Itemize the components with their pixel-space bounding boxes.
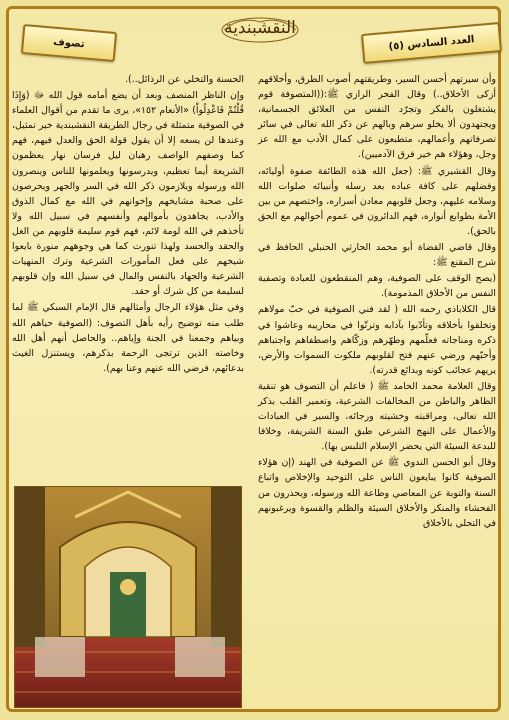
paragraph: وفي مثل هؤلاء الرجال وأمثالهم قال الإمام السبكي ﷺ لما طلب منه توضيح رأيه بأهل التصوف: (الصوفية حياهم الله وبياهم وجمعنا في الجنة وإياهم.. والحاصل أنهم أهل الله وخاصته الذين ترتجى الرحمة بذكرهم، ويستنزل الغيث بدعائهم، فرضي الله عنهم وعنا بهم).	[12, 302, 244, 374]
issue-label: العدد السادس (٥)	[388, 33, 475, 53]
paragraph: وقال القشيري ﷺ: (جعل الله هذه الطائفة صفوة أوليائه، وفضلهم على كافة عباده بعد رسله وأنبيائه صلوات الله وسلامه عليهم، وجعل قلوبهم معادن أسراره، واختصهم من بين الأمة بطوابع أنواره، فهم الدائرون في عموم أحوالهم مع الحق بالحق).	[258, 165, 496, 237]
mosque-interior-photo	[14, 486, 242, 708]
paragraph: الحسنة والتخلي عن الرذائل..).	[125, 74, 244, 85]
page-header	[10, 8, 499, 68]
calligraphy-title-logo	[220, 12, 300, 44]
paragraph: وإن الناظر المنصف وبعد أن يضع أمامه قول الله ﷻ (وَإِذَا قُلْتُمْ فَاعْدِلُواْ) «الأنعام ١٥٢»، يرى ما تقدم من أقوال العلماء في الصوفية متمثلة في رجال الطريقة النقشبندية خير تمثيل، وعندها لن يسعه إلا أن يقول قولة الحق والعدل فيهم، فهم كما وصفهم الواصف رهبان ليل فرسان نهار يعظمون الشريعة أيما تعظيم، ويدرسونها ويعلمونها للناس وينصرون الله ورسوله ويلازمون ذكر الله في السر والجهر ويحرصون على صحبة مشايخهم وإخوانهم في الله مع كمال الذوق والأدب، يجاهدون بأموالهم وأنفسهم في سبيل الله ولا تأخذهم في الله لومة لائم، فهم قوم سليمة قلوبهم من الغل والحقد والحسد ولهذا تنورت كما هي وجوههم منورة بايعوا شيخهم على فعل المأمورات الشرعية وترك المنهيات الشرعية والجهاد بالنفس والمال في سبيل الله وإن قلوبهم لسليمة من كل شرك أو حقد.	[12, 90, 244, 298]
mosque-interior-illustration	[15, 487, 241, 707]
right-text-column	[258, 72, 496, 532]
paragraph: وقال قاضي القضاة أبو محمد الحارثي الحنبلي الحافظ في شرح المقنع ﷺ:	[258, 242, 496, 269]
paragraph: وقال أبو الحسن الندوي ﷺ عن الصوفية في الهند (إن هؤلاء الصوفية كانوا يبايعون الناس على التوحيد والإخلاص واتباع السنة والتوبة عن المعاصي وطاعة الله ورسوله، ويحذرون من الفحشاء والمنكر والأخلاق السيئة والظلم والقسوة ويرغبونهم في التحلي بالأخلاق	[258, 457, 496, 529]
section-label: تصوف	[52, 36, 86, 50]
page-title: النقشبندية	[224, 18, 296, 38]
paragraph: وأن سيرتهم أحسن السير، وطريقتهم أصوب الطرق، وأخلاقهم أزكى الأخلاق..) وقال الفخر الرازي ﷺ:((المتصوفة قوم يشتغلون بالفكر وتجرّد النفس من العلائق الجسمانية، ويجتهدون ألا يخلو سرهم وبالهم عن ذكر الله تعالى في سائر تصرفاتهم وأعمالهم، متطبعون على كمال الأدب مع الله عز وجل، وهؤلاء هم خير فرق الآدميين).	[258, 74, 496, 161]
paragraph: وقال العلامة محمد الحامد ﷺ ( فاعلم أن التصوف هو تنقية الظاهر والباطن من المخالفات الشرعية، وتعمير القلب بذكر الله تعالى، ومراقبته وخشيته ورجائه، والسير في العبادات والأعمال على النهج الشرعي طبق السنة الشريفة، وخلافا للبدعة السيئة التي يحضر الإسلام التلبس بها).	[258, 380, 496, 453]
left-text-column	[12, 72, 244, 377]
paragraph: (يصح الوقف على الصوفية، وهم المنقطعون للعبادة وتصفية النفس من الأخلاق المذمومة).	[258, 273, 496, 300]
issue-banner	[361, 22, 502, 64]
paragraph: قال الكلاباذي رحمه الله ( لقد فني الصوفية في حبّ مولاهم وتخلقوا بأخلاقه وتأدّبوا بآدابه وترتّوا في محاريبه وعاشوا في ذكره ومناجاته فعلّمهم وطهّرهم وزكّاهم واصطفاهم واجتباهم وأحبّهم ورضي عنهم فتح لقلوبهم ملكوت السموات والأرض، يريهم عجائب كونه وبدائع قدرته).	[258, 304, 496, 376]
section-banner	[21, 24, 117, 62]
